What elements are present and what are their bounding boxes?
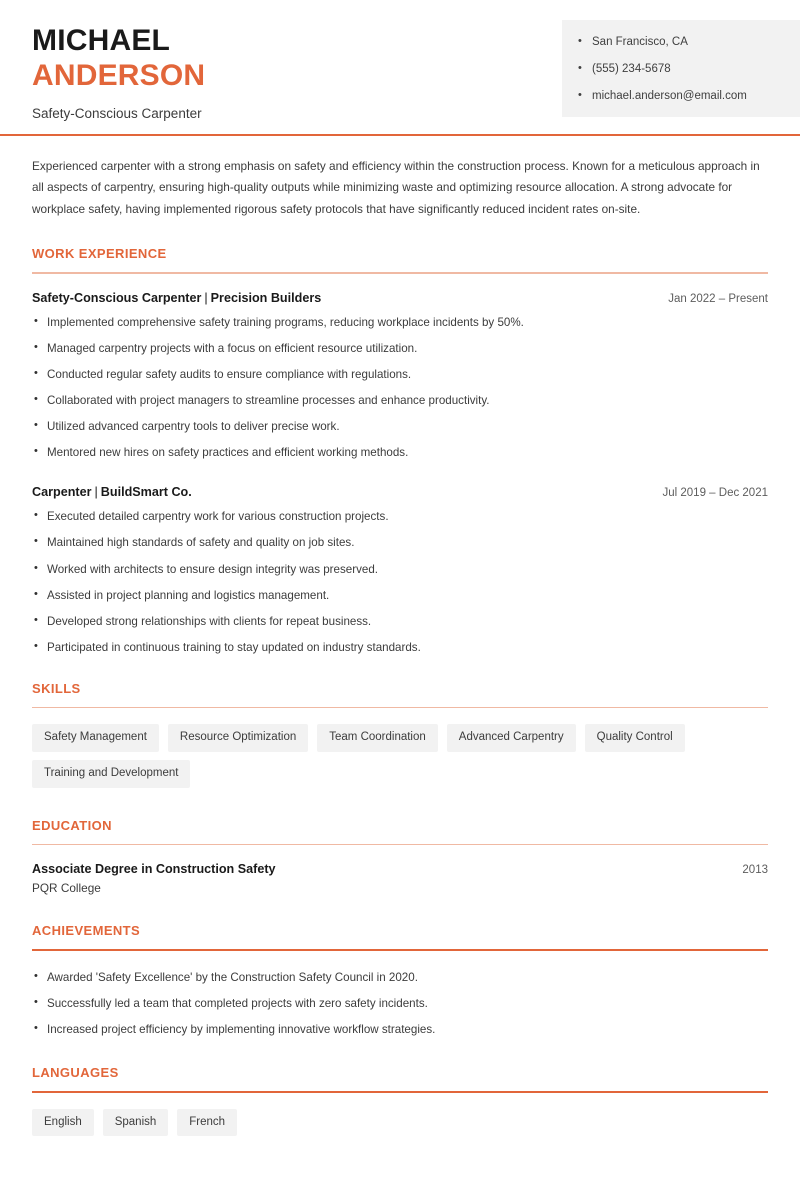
experience-entry-header [32, 291, 768, 305]
list-item: • Worked with architects to ensure design integrity was preserved. [32, 562, 768, 577]
identity-block [32, 0, 205, 121]
languages-tag-list [32, 1109, 768, 1137]
experience-title [32, 291, 321, 305]
section-title-work-experience: WORK EXPERIENCE [32, 246, 167, 262]
experience-entry [32, 291, 768, 460]
list-item: • Assisted in project planning and logistics management. [32, 588, 768, 603]
page-bottom-spacer [32, 1136, 768, 1192]
contact-item-email[interactable]: • michael.anderson@email.com [578, 90, 786, 104]
experience-company: BuildSmart Co. [100, 485, 192, 500]
name-last: ANDERSON [32, 58, 206, 92]
experience-entry [32, 485, 768, 654]
section-divider [32, 707, 768, 709]
experience-entry-header [32, 485, 768, 499]
list-item: • Implemented comprehensive safety training programs, reducing workplace incidents by 50%. [32, 315, 768, 330]
experience-role: Safety-Conscious Carpenter [32, 291, 202, 305]
contact-item-phone[interactable]: • (555) 234-5678 [578, 63, 786, 77]
section-divider [32, 272, 768, 274]
skill-tag: Safety Management [32, 724, 159, 752]
education-degree: Associate Degree in Construction Safety [32, 862, 276, 877]
list-item: • Developed strong relationships with clients for repeat business. [32, 614, 768, 629]
section-divider [32, 1091, 768, 1093]
section-title-education: EDUCATION [32, 817, 112, 833]
list-item: • Collaborated with project managers to streamline processes and enhance productivity. [32, 393, 768, 408]
section-achievements [32, 923, 768, 1037]
experience-role: Carpenter [32, 485, 92, 500]
section-title-achievements: ACHIEVEMENTS [32, 923, 141, 939]
list-item: • Maintained high standards of safety and quality on job sites. [32, 535, 768, 550]
list-item: • Mentored new hires on safety practices and efficient working methods. [32, 445, 768, 460]
contact-list [578, 36, 786, 103]
section-divider [32, 949, 768, 951]
section-title-skills: SKILLS [32, 680, 81, 696]
education-school: PQR College [32, 881, 101, 896]
list-item: • Executed detailed carpentry work for various construction projects. [32, 509, 768, 524]
language-tag: Spanish [103, 1109, 169, 1137]
skill-tag: Resource Optimization [168, 724, 308, 752]
skill-tag: Team Coordination [317, 724, 438, 752]
list-item: • Successfully led a team that completed projects with zero safety incidents. [32, 996, 768, 1011]
header-divider [0, 134, 800, 136]
contact-item-location: • San Francisco, CA [578, 36, 786, 50]
section-education [32, 818, 768, 896]
skill-tag: Advanced Carpentry [447, 724, 576, 752]
section-languages [32, 1065, 768, 1136]
section-title-languages: LANGUAGES [32, 1065, 119, 1080]
experience-bullet-list [32, 315, 768, 460]
list-item: • Participated in continuous training to stay updated on industry standards. [32, 640, 768, 655]
section-work-experience [32, 246, 768, 654]
skill-tag: Training and Development [32, 760, 190, 788]
section-skills [32, 681, 768, 788]
education-entry [32, 862, 768, 895]
list-item: • Increased project efficiency by implementing innovative workflow strategies. [32, 1022, 768, 1037]
name-first: MICHAEL [32, 24, 171, 57]
resume-content [0, 156, 800, 1192]
experience-date: Jul 2019 – Dec 2021 [662, 487, 768, 500]
contact-card [562, 20, 800, 117]
professional-summary: Experienced carpenter with a strong emphasis on safety and efficiency within the construction process. Known for a meticulous approach in all aspects of carpentry, ensuring high-quality outputs while minimizing waste and optimizing resource allocation. A strong advocate for workplace safety, having implemented rigorous safety protocols that have significantly reduced incident rates on-site. [32, 159, 760, 216]
language-tag: French [177, 1109, 237, 1137]
list-item: • Conducted regular safety audits to ensure compliance with regulations. [32, 367, 768, 382]
list-item: • Utilized advanced carpentry tools to deliver precise work. [32, 419, 768, 434]
experience-title [32, 485, 192, 499]
education-entry-header [32, 862, 768, 876]
skill-tag: Quality Control [585, 724, 685, 752]
job-title: Safety-Conscious Carpenter [32, 105, 202, 121]
title-separator: | [94, 485, 98, 500]
language-tag: English [32, 1109, 94, 1137]
list-item: • Managed carpentry projects with a focus on efficient resource utilization. [32, 341, 768, 356]
experience-date: Jan 2022 – Present [668, 293, 768, 305]
resume-header [0, 0, 800, 128]
list-item: • Awarded 'Safety Excellence' by the Construction Safety Council in 2020. [32, 970, 768, 985]
education-date: 2013 [742, 864, 768, 877]
experience-company: Precision Builders [210, 291, 322, 305]
section-divider [32, 844, 768, 846]
skills-tag-list [32, 724, 768, 787]
experience-bullet-list [32, 509, 768, 654]
achievements-list [32, 970, 768, 1037]
title-separator: | [204, 291, 208, 305]
